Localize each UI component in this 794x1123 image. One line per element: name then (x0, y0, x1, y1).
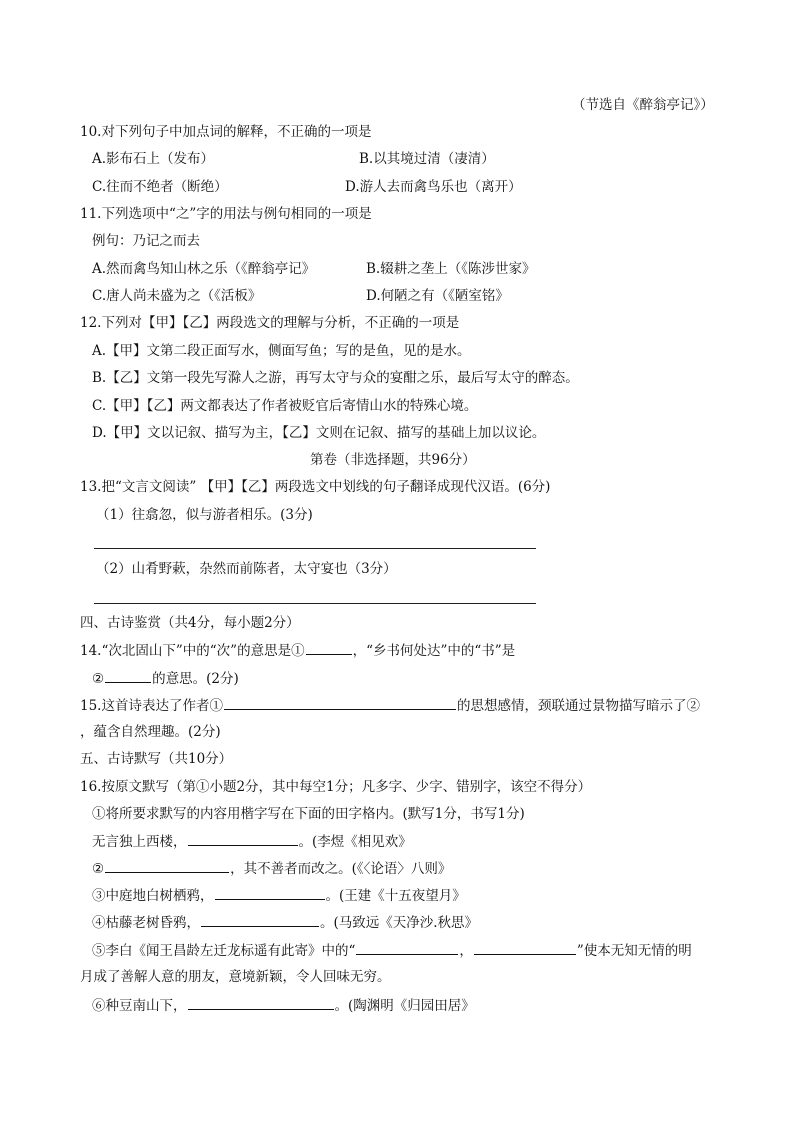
q16-item-4-pre: ④枯藤老树昏鸦， (92, 915, 200, 931)
q16-item-2 (92, 858, 451, 879)
q16-item-6-post: 。(陶渊明《归园田居》 (334, 998, 475, 1014)
q16-item-1b-post: 。(李煜《相见欢》 (298, 834, 412, 850)
q14-blank-2[interactable] (105, 668, 151, 683)
q10-option-a: A.影布石上（发布） (92, 151, 215, 167)
q10-option-b: B.以其境过清（凄清） (359, 151, 495, 167)
q16-item-1: ①将所要求默写的内容用楷字写在下面的田字格内。(默写1分，书写1分) (92, 806, 525, 822)
q14-text-1: 14.“次北固山下”中的“次”的意思是① (80, 643, 305, 659)
source-note: （节选自《醉翁亭记》） (572, 97, 714, 113)
q12-stem: 12.下列对【甲】【乙】两段选文的理解与分析，不正确的一项是 (80, 315, 460, 331)
q16-item-5-mid: ， (459, 943, 473, 959)
q16-blank-5b[interactable] (474, 940, 576, 955)
q11-option-d: D.何陋之有（《陋室铭》 (366, 288, 509, 304)
q16-item-6 (92, 995, 475, 1016)
q15-text-3: ，蕴含自然理趣。(2分) (80, 724, 221, 740)
q14-line-1 (80, 640, 515, 661)
q16-blank-1[interactable] (188, 831, 298, 846)
q14-text-3: ② (92, 671, 105, 687)
q11-example: 例句：乃记之而去 (92, 233, 200, 249)
q16-blank-6[interactable] (188, 995, 334, 1010)
q16-item-1b-pre: 无言独上西楼， (92, 834, 187, 850)
q16-blank-5a[interactable] (356, 940, 458, 955)
q14-line-2 (92, 668, 239, 689)
q12-option-a: A.【甲】文第二段正面写水，侧面写鱼；写的是鱼，见的是水。 (92, 343, 471, 359)
q13-answer-line-2[interactable] (94, 603, 536, 604)
q16-item-3-pre: ③中庭地白树栖鸦， (92, 888, 214, 904)
q16-blank-4[interactable] (201, 912, 319, 927)
q12-option-c: C.【甲】【乙】两文都表达了作者被贬官后寄情山水的特殊心境。 (92, 398, 478, 414)
q16-stem: 16.按原文默写（第①小题2分，其中每空1分；凡多字、少字、错别字，该空不得分） (80, 779, 592, 795)
q16-item-5 (92, 940, 692, 961)
q16-item-1b (92, 831, 412, 852)
q15-text-2: 的思想感情，颈联通过景物描写暗示了② (456, 698, 700, 714)
q16-blank-3[interactable] (215, 885, 325, 900)
q16-blank-2[interactable] (105, 858, 229, 873)
q10-option-d: D.游人去而禽鸟乐也（离开） (345, 179, 522, 195)
q16-item-2-pre: ② (92, 861, 105, 877)
q11-stem: 11.下列选项中“之”字的用法与例句相同的一项是 (80, 206, 372, 222)
q16-item-2-post: ，其不善者而改之。(《〈论语〉八则》 (230, 861, 452, 877)
q14-text-2: ，“乡书何处达”中的“书”是 (352, 643, 516, 659)
q16-item-5-pre: ⑤李白《闻王昌龄左迁龙标遥有此寄》中的“ (92, 943, 356, 959)
section-4-heading: 四、古诗鉴赏（共4分，每小题2分） (80, 615, 300, 631)
q16-item-3-post: 。(王建《十五夜望月》 (325, 888, 466, 904)
q13-sentence-2: （2）山肴野蔌，杂然而前陈者，太守宴也（3分） (96, 561, 397, 577)
q11-option-b: B.辍耕之垄上（《陈涉世家》 (366, 261, 536, 277)
q16-item-4-post: 。(马致远《天净沙.秋思》 (320, 915, 479, 931)
q12-option-b: B.【乙】文第一段先写滁人之游，再写太守与众的宴酣之乐，最后写太守的醉态。 (92, 370, 579, 386)
q13-answer-line-1[interactable] (94, 548, 536, 549)
section-juan-heading: 第卷（非选择题，共96分） (310, 452, 476, 468)
section-5-heading: 五、古诗默写（共10分） (80, 751, 233, 767)
q13-stem: 13.把“文言文阅读” 【甲】【乙】两段选文中划线的句子翻译成现代汉语。(6分) (80, 479, 551, 495)
q16-item-5-cont: 月成了善解人意的朋友，意境新颖，令人回味无穷。 (80, 969, 391, 985)
q14-text-4: 的意思。(2分) (152, 671, 239, 687)
q15-blank-1[interactable] (224, 695, 456, 710)
q11-option-a: A.然而禽鸟知山林之乐（《醉翁亭记》 (92, 261, 316, 277)
q16-item-6-pre: ⑥种豆南山下， (92, 998, 187, 1014)
q12-option-d: D.【甲】文以记叙、描写为主，【乙】文则在记叙、描写的基础上加以议论。 (92, 425, 546, 441)
q10-option-c: C.往而不绝者（断绝） (92, 179, 228, 195)
q16-item-3 (92, 885, 466, 906)
q15-line-1 (80, 695, 700, 716)
q11-option-c: C.唐人尚未盛为之（《活板》 (92, 288, 262, 304)
q15-text-1: 15.这首诗表达了作者① (80, 698, 223, 714)
q16-item-4 (92, 912, 478, 933)
q14-blank-1[interactable] (306, 640, 352, 655)
q13-sentence-1: （1）往翕忽，似与游者相乐。(3分) (96, 507, 313, 523)
q16-item-5-post: ”使本无知无情的明 (576, 943, 692, 959)
q10-stem: 10.对下列句子中加点词的解释，不正确的一项是 (80, 124, 372, 140)
